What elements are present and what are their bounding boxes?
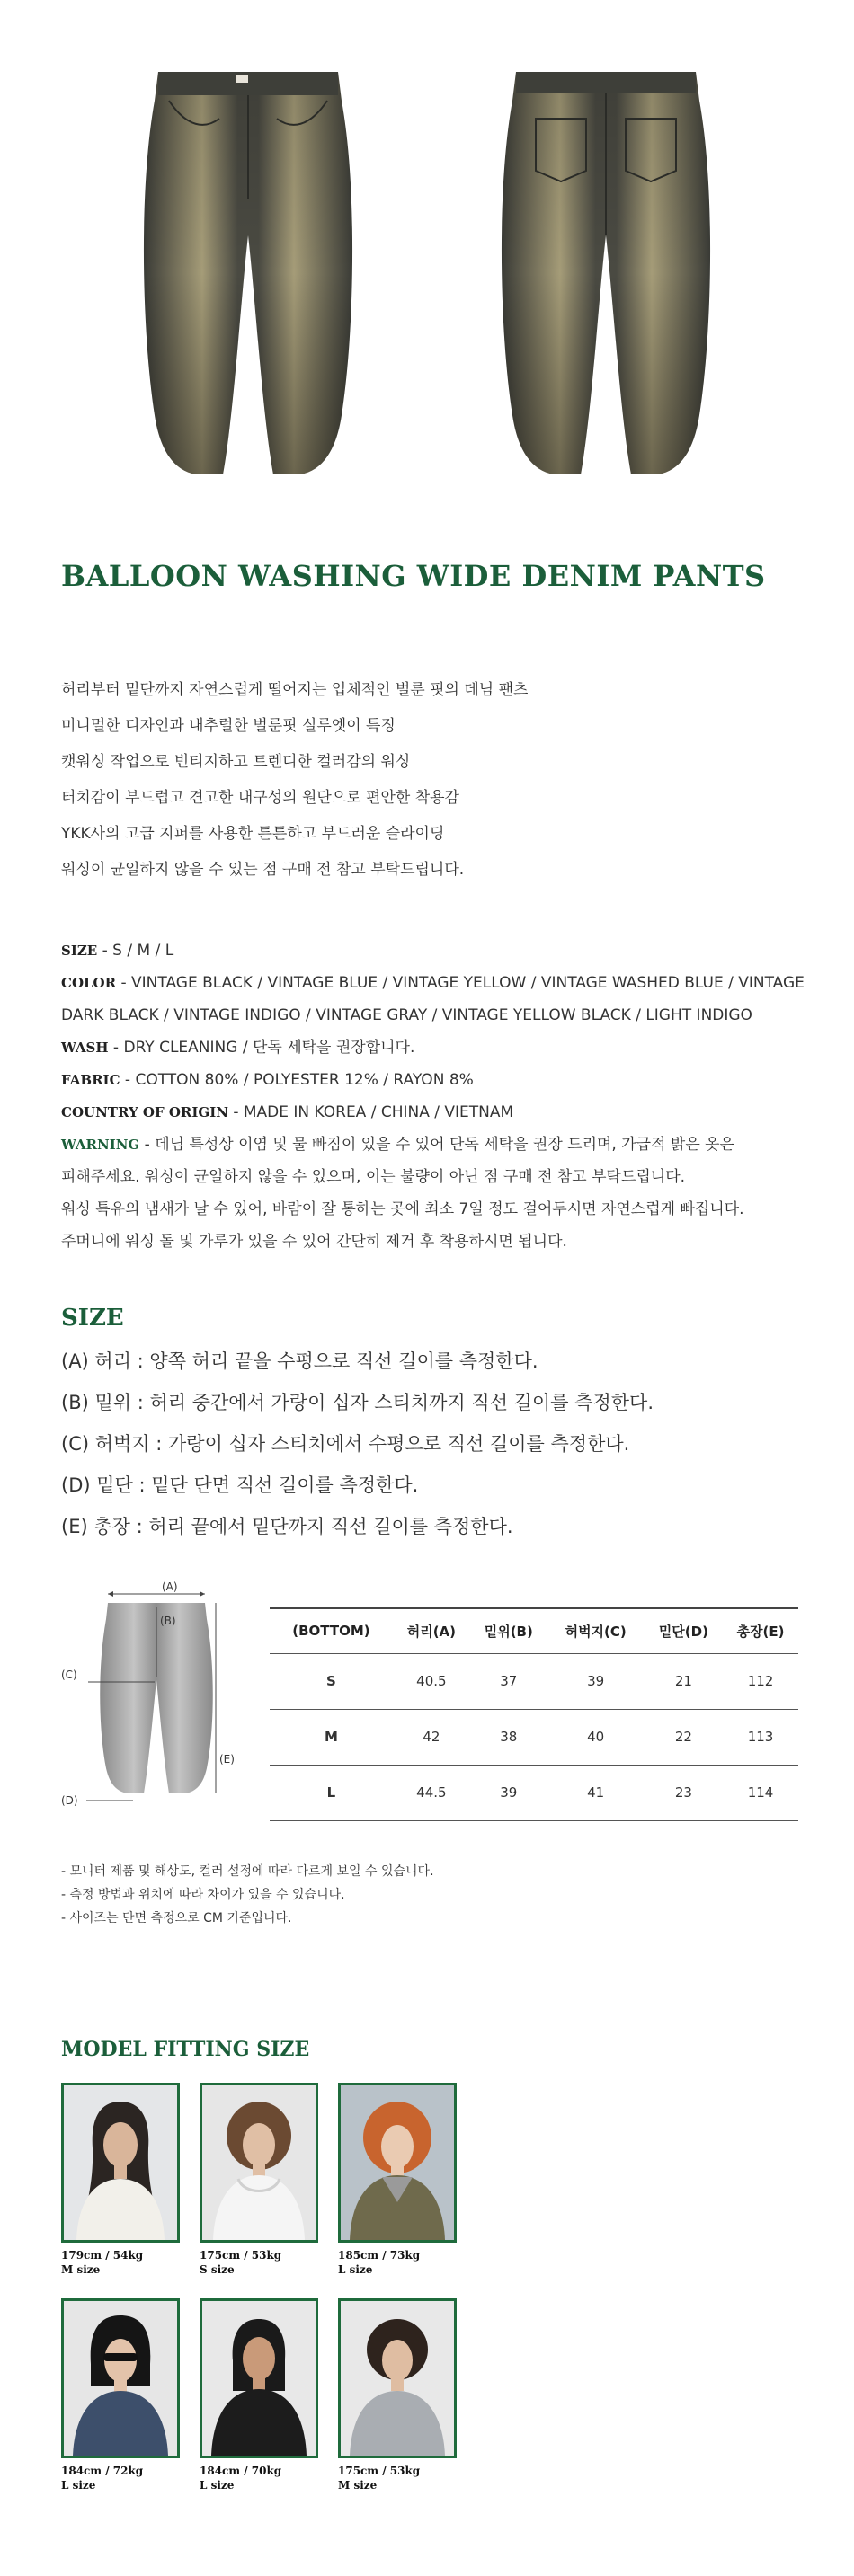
product-title: BALLOON WASHING WIDE DENIM PANTS bbox=[61, 559, 766, 593]
model-photo bbox=[338, 2298, 457, 2458]
description-line: 터치감이 부드럽고 견고한 내구성의 원단으로 편안한 착용감 bbox=[61, 789, 459, 807]
diagram-label-b: (B) bbox=[160, 1615, 176, 1627]
model-caption bbox=[338, 2464, 457, 2492]
spec-label: SIZE bbox=[61, 943, 98, 959]
front-jeans-photo bbox=[142, 65, 354, 478]
table-cell: 114 bbox=[723, 1765, 798, 1820]
model-card bbox=[61, 2083, 180, 2277]
spec-origin bbox=[61, 1096, 825, 1129]
measurement-line: (C) 허벅지 : 가랑이 십자 스티치에서 수평으로 직선 길이를 측정한다. bbox=[61, 1433, 630, 1455]
table-row bbox=[270, 1653, 798, 1709]
model-size: L size bbox=[338, 2263, 373, 2276]
note-line: - 모니터 제품 및 해상도, 컬러 설정에 따라 다르게 보일 수 있습니다. bbox=[61, 1864, 434, 1879]
size-table-header-cell: 허리(A) bbox=[393, 1608, 470, 1653]
measurement-line: (D) 밑단 : 밑단 단면 직선 길이를 측정한다. bbox=[61, 1474, 419, 1496]
model-card bbox=[338, 2298, 457, 2492]
size-notes bbox=[61, 1860, 434, 1930]
size-table-header-cell: 총장(E) bbox=[723, 1608, 798, 1653]
size-table-header-cell: (BOTTOM) bbox=[270, 1608, 393, 1653]
warning-label: WARNING bbox=[61, 1137, 140, 1153]
table-cell: 39 bbox=[470, 1765, 547, 1820]
table-cell: 39 bbox=[547, 1653, 645, 1709]
size-table-header-cell: 밑위(B) bbox=[470, 1608, 547, 1653]
spec-label: COLOR bbox=[61, 975, 117, 991]
product-description bbox=[61, 672, 528, 888]
spec-value: - 데님 특성상 이염 및 물 빠짐이 있을 수 있어 단독 세탁을 권장 드리며, 가급적 밝은 옷은 bbox=[139, 1136, 734, 1154]
table-cell: 112 bbox=[723, 1653, 798, 1709]
warning-line: 피해주세요. 워싱이 균일하지 않을 수 있으며, 이는 불량이 아닌 점 구매 전 참고 부탁드립니다. bbox=[61, 1168, 686, 1186]
model-size: L size bbox=[200, 2479, 235, 2492]
warning-line: 주머니에 워싱 돌 및 가루가 있을 수 있어 간단히 제거 후 착용하시면 됩니다. bbox=[61, 1233, 567, 1251]
model-card bbox=[338, 2083, 457, 2277]
table-cell: 42 bbox=[393, 1709, 470, 1765]
model-size: L size bbox=[61, 2479, 96, 2492]
model-stats: 185cm / 73kg bbox=[338, 2249, 421, 2262]
diagram-label-c: (C) bbox=[61, 1669, 77, 1681]
size-table-header-cell: 밑단(D) bbox=[645, 1608, 723, 1653]
table-cell: 23 bbox=[645, 1765, 723, 1820]
table-cell: 38 bbox=[470, 1709, 547, 1765]
model-card bbox=[200, 2083, 318, 2277]
spec-warning bbox=[61, 1129, 825, 1161]
spec-label: WASH bbox=[61, 1040, 109, 1056]
spec-wash bbox=[61, 1031, 825, 1064]
measurement-line: (B) 밑위 : 허리 중간에서 가랑이 십자 스티치까지 직선 길이를 측정한다. bbox=[61, 1392, 654, 1413]
size-table-header-cell: 허벅지(C) bbox=[547, 1608, 645, 1653]
table-cell: 40.5 bbox=[393, 1653, 470, 1709]
table-row bbox=[270, 1765, 798, 1820]
back-jeans-photo bbox=[500, 65, 712, 478]
size-measurement-guide bbox=[61, 1341, 654, 1547]
diagram-label-d: (D) bbox=[61, 1794, 78, 1807]
table-cell: 41 bbox=[547, 1765, 645, 1820]
model-caption bbox=[200, 2248, 318, 2277]
model-stats: 184cm / 72kg bbox=[61, 2465, 144, 2477]
spec-value: - VINTAGE BLACK / VINTAGE BLUE / VINTAGE YELLOW / VINTAGE WASHED BLUE / VINTAGE bbox=[116, 974, 805, 992]
model-card bbox=[61, 2298, 180, 2492]
size-heading: SIZE bbox=[61, 1305, 124, 1332]
model-stats: 175cm / 53kg bbox=[200, 2249, 282, 2262]
model-photo bbox=[200, 2298, 318, 2458]
model-caption bbox=[200, 2464, 318, 2492]
table-cell: 44.5 bbox=[393, 1765, 470, 1820]
model-caption bbox=[61, 2464, 180, 2492]
model-photo bbox=[61, 2083, 180, 2243]
table-row bbox=[270, 1709, 798, 1765]
table-cell: 37 bbox=[470, 1653, 547, 1709]
note-line: - 측정 방법과 위치에 따라 차이가 있을 수 있습니다. bbox=[61, 1888, 345, 1902]
spec-color bbox=[61, 967, 825, 999]
diagram-label-a: (A) bbox=[162, 1580, 178, 1593]
spec-value: - COTTON 80% / POLYESTER 12% / RAYON 8% bbox=[120, 1071, 474, 1089]
model-size: M size bbox=[338, 2479, 378, 2492]
warning-line: 워싱 특유의 냄새가 날 수 있어, 바람이 잘 통하는 곳에 최소 7일 정도 걸어두시면 자연스럽게 빠집니다. bbox=[61, 1200, 744, 1218]
model-photo bbox=[61, 2298, 180, 2458]
spec-value: - DRY CLEANING / 단독 세탁을 권장합니다. bbox=[108, 1039, 415, 1057]
table-cell: 113 bbox=[723, 1709, 798, 1765]
table-cell: 40 bbox=[547, 1709, 645, 1765]
spec-label: COUNTRY OF ORIGIN bbox=[61, 1104, 228, 1120]
table-cell: 22 bbox=[645, 1709, 723, 1765]
spec-size bbox=[61, 934, 825, 967]
model-caption bbox=[338, 2248, 457, 2277]
size-diagram bbox=[61, 1580, 241, 1813]
model-stats: 184cm / 70kg bbox=[200, 2465, 282, 2477]
model-size: M size bbox=[61, 2263, 101, 2276]
description-line: YKK사의 고급 지퍼를 사용한 튼튼하고 부드러운 슬라이딩 bbox=[61, 825, 445, 843]
diagram-label-e: (E) bbox=[219, 1753, 235, 1766]
description-line: 허리부터 밑단까지 자연스럽게 떨어지는 입체적인 벌룬 핏의 데님 팬츠 bbox=[61, 681, 529, 699]
model-size: S size bbox=[200, 2263, 235, 2276]
spec-color-cont: DARK BLACK / VINTAGE INDIGO / VINTAGE GRAY / VINTAGE YELLOW BLACK / LIGHT INDIGO bbox=[61, 1006, 752, 1024]
measurement-line: (E) 총장 : 허리 끝에서 밑단까지 직선 길이를 측정한다. bbox=[61, 1516, 513, 1537]
spec-label: FABRIC bbox=[61, 1072, 120, 1088]
description-line: 워싱이 균일하지 않을 수 있는 점 구매 전 참고 부탁드립니다. bbox=[61, 861, 465, 879]
note-line: - 사이즈는 단면 측정으로 CM 기준입니다. bbox=[61, 1911, 292, 1925]
table-cell: L bbox=[270, 1765, 393, 1820]
measurement-line: (A) 허리 : 양쪽 허리 끝을 수평으로 직선 길이를 측정한다. bbox=[61, 1350, 538, 1372]
product-specs bbox=[61, 934, 825, 1258]
model-photo bbox=[200, 2083, 318, 2243]
description-line: 캣워싱 작업으로 빈티지하고 트렌디한 컬러감의 워싱 bbox=[61, 753, 411, 771]
size-table-header bbox=[270, 1608, 798, 1653]
table-cell: M bbox=[270, 1709, 393, 1765]
model-caption bbox=[61, 2248, 180, 2277]
spec-fabric bbox=[61, 1064, 825, 1096]
description-line: 미니멀한 디자인과 내추럴한 벌룬핏 실루엣이 특징 bbox=[61, 717, 396, 735]
size-table bbox=[270, 1607, 798, 1821]
model-photo bbox=[338, 2083, 457, 2243]
model-stats: 179cm / 54kg bbox=[61, 2249, 144, 2262]
model-stats: 175cm / 53kg bbox=[338, 2465, 421, 2477]
table-cell: 21 bbox=[645, 1653, 723, 1709]
model-fitting-heading: MODEL FITTING SIZE bbox=[61, 2038, 310, 2061]
spec-value: - S / M / L bbox=[97, 942, 174, 960]
table-cell: S bbox=[270, 1653, 393, 1709]
spec-value: - MADE IN KOREA / CHINA / VIETNAM bbox=[227, 1103, 514, 1121]
model-card bbox=[200, 2298, 318, 2492]
